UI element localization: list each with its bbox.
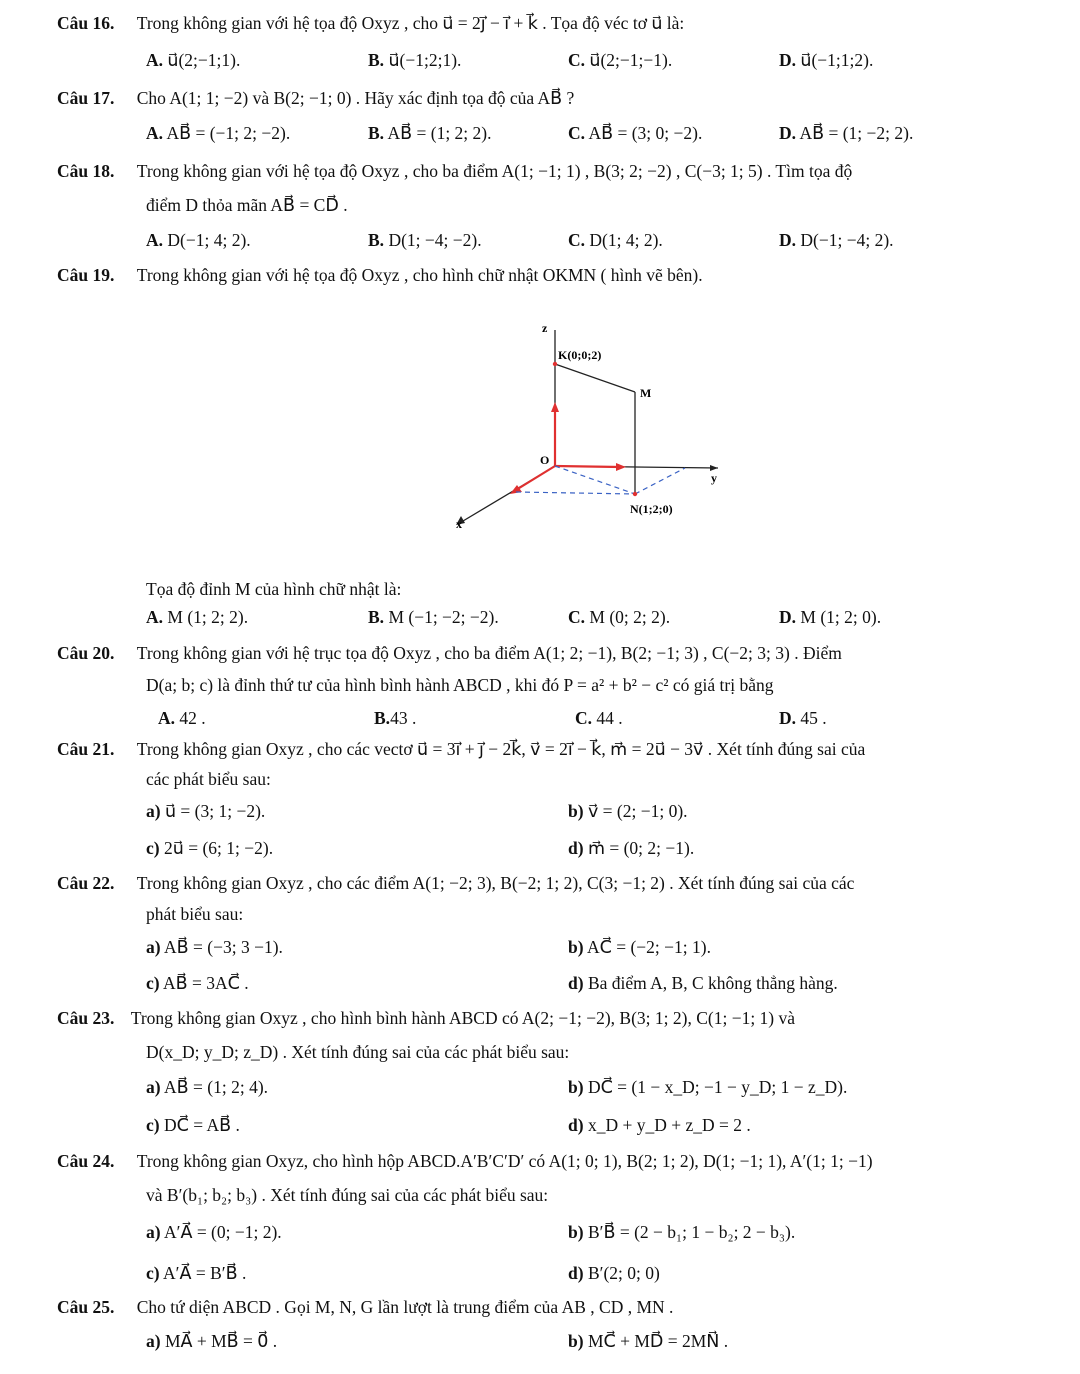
option-b[interactable] bbox=[374, 707, 416, 729]
option-text: u⃗(2;−1;1). bbox=[167, 50, 241, 70]
option-text: AB⃗ = (−1; 2; −2). bbox=[166, 123, 291, 143]
option-a[interactable] bbox=[146, 122, 290, 144]
statement-text: x_D + y_D + z_D = 2 . bbox=[587, 1115, 751, 1135]
question-text: Trong không gian Oxyz, cho hình hộp ABCD.A′B′C′D′ có A(1; 0; 1), B(2; 1; 2), D(1; −1; 1), A′(1; 1; −1) bbox=[136, 1151, 873, 1171]
question-23 bbox=[57, 1007, 795, 1029]
z-label: z bbox=[542, 321, 548, 335]
option-b[interactable] bbox=[368, 606, 499, 628]
rectangle-okmn-figure bbox=[430, 318, 750, 548]
option-label: C. bbox=[568, 50, 586, 70]
statement-label: c) bbox=[146, 1263, 160, 1283]
question-text-continued: và B′(b₁; b₂; b₃) . Xét tính đúng sai của các phát biểu sau: bbox=[146, 1185, 549, 1205]
option-a[interactable] bbox=[146, 606, 248, 628]
question-text: Trong không gian với hệ trục tọa độ Oxyz , cho ba điểm A(1; 2; −1), B(2; −1; 3) , C(−2; 3; 3) . Điểm bbox=[136, 643, 842, 663]
dashed-y-projection bbox=[635, 468, 685, 494]
question-21 bbox=[57, 738, 865, 760]
statement-a[interactable] bbox=[146, 1076, 268, 1098]
question-number: Câu 21. bbox=[57, 739, 115, 759]
statement-text: v⃗ = (2; −1; 0). bbox=[587, 801, 688, 821]
statement-b[interactable] bbox=[568, 1221, 795, 1243]
option-b[interactable] bbox=[368, 229, 482, 251]
statement-text: DC⃗ = AB⃗ . bbox=[163, 1115, 240, 1135]
option-d[interactable] bbox=[779, 606, 881, 628]
option-label: D. bbox=[779, 607, 797, 627]
statement-c[interactable] bbox=[146, 972, 249, 994]
option-b[interactable] bbox=[368, 49, 461, 71]
question-number: Câu 25. bbox=[57, 1297, 115, 1317]
statement-label: b) bbox=[568, 1077, 584, 1097]
option-text: u⃗(−1;1;2). bbox=[800, 50, 874, 70]
option-c[interactable] bbox=[568, 229, 663, 251]
option-label: D. bbox=[779, 50, 797, 70]
option-text: 42 . bbox=[179, 708, 206, 728]
option-text: 45 . bbox=[800, 708, 827, 728]
option-label: B. bbox=[368, 607, 385, 627]
option-text: AB⃗ = (3; 0; −2). bbox=[588, 123, 703, 143]
question-number: Câu 19. bbox=[57, 265, 115, 285]
statement-label: b) bbox=[568, 1331, 584, 1351]
question-18 bbox=[57, 160, 852, 182]
statement-label: a) bbox=[146, 1222, 161, 1242]
statement-text: Ba điểm A, B, C không thẳng hàng. bbox=[587, 973, 838, 993]
statement-label: c) bbox=[146, 838, 160, 858]
option-d[interactable] bbox=[779, 122, 913, 144]
statement-label: d) bbox=[568, 1115, 584, 1135]
option-label: B. bbox=[368, 50, 385, 70]
question-text: Trong không gian Oxyz , cho hình bình hành ABCD có A(2; −1; −2), B(3; 1; 2), C(1; −1; 1) và bbox=[130, 1008, 796, 1028]
option-text: M (−1; −2; −2). bbox=[388, 607, 499, 627]
statement-d[interactable] bbox=[568, 1262, 660, 1284]
option-c[interactable] bbox=[568, 49, 672, 71]
option-text: AB⃗ = (1; −2; 2). bbox=[799, 123, 914, 143]
option-text: u⃗(2;−1;−1). bbox=[589, 50, 673, 70]
statement-label: b) bbox=[568, 937, 584, 957]
statement-text: MA⃗ + MB⃗ = 0⃗ . bbox=[164, 1331, 278, 1351]
question-19 bbox=[57, 264, 703, 286]
option-b[interactable] bbox=[368, 122, 492, 144]
statement-c[interactable] bbox=[146, 837, 273, 859]
statement-b[interactable] bbox=[568, 1330, 728, 1352]
option-text: D(−1; −4; 2). bbox=[800, 230, 894, 250]
statement-text: A′A⃗ = (0; −1; 2). bbox=[164, 1222, 282, 1242]
option-label: B. bbox=[368, 123, 385, 143]
statement-label: a) bbox=[146, 1331, 161, 1351]
question-20 bbox=[57, 642, 842, 664]
option-label: D. bbox=[779, 708, 797, 728]
point-k bbox=[553, 362, 557, 366]
option-label: D. bbox=[779, 230, 797, 250]
statement-b[interactable] bbox=[568, 1076, 847, 1098]
statement-a[interactable] bbox=[146, 1330, 277, 1352]
question-text: Cho tứ diện ABCD . Gọi M, N, G lần lượt là trung điểm của AB , CD , MN . bbox=[136, 1297, 674, 1317]
j-vector bbox=[555, 466, 620, 467]
question-text-continued: D(x_D; y_D; z_D) . Xét tính đúng sai của các phát biểu sau: bbox=[146, 1042, 570, 1062]
statement-text: u⃗ = (3; 1; −2). bbox=[164, 801, 266, 821]
question-text-continued: Tọa độ đỉnh M của hình chữ nhật là: bbox=[146, 579, 402, 599]
option-c[interactable] bbox=[575, 707, 623, 729]
question-text: Trong không gian với hệ tọa độ Oxyz , cho hình chữ nhật OKMN ( hình vẽ bên). bbox=[136, 265, 703, 285]
statement-text: DC⃗ = (1 − x_D; −1 − y_D; 1 − z_D). bbox=[587, 1077, 848, 1097]
option-text: u⃗(−1;2;1). bbox=[388, 50, 462, 70]
n-label: N(1;2;0) bbox=[630, 502, 673, 516]
question-text: Cho A(1; 1; −2) và B(2; −1; 0) . Hãy xác định tọa độ của AB⃗ ? bbox=[136, 88, 575, 108]
statement-text: 2u⃗ = (6; 1; −2). bbox=[163, 838, 274, 858]
option-text: M (1; 2; 2). bbox=[167, 607, 249, 627]
option-label: C. bbox=[568, 123, 586, 143]
statement-label: d) bbox=[568, 973, 584, 993]
statement-text: B′(2; 0; 0) bbox=[587, 1263, 660, 1283]
y-label: y bbox=[711, 471, 717, 485]
statement-c[interactable] bbox=[146, 1114, 240, 1136]
option-d[interactable] bbox=[779, 49, 873, 71]
question-text-continued: điểm D thỏa mãn AB⃗ = CD⃗ . bbox=[146, 195, 348, 215]
statement-d[interactable] bbox=[568, 837, 694, 859]
statement-label: a) bbox=[146, 801, 161, 821]
statement-label: c) bbox=[146, 1115, 160, 1135]
statement-text: MC⃗ + MD⃗ = 2MN⃗ . bbox=[587, 1331, 729, 1351]
option-text: D(1; 4; 2). bbox=[589, 230, 663, 250]
statement-label: d) bbox=[568, 838, 584, 858]
statement-label: b) bbox=[568, 1222, 584, 1242]
i-vector bbox=[516, 466, 555, 490]
x-label: x bbox=[456, 517, 462, 531]
option-a[interactable] bbox=[146, 229, 251, 251]
dashed-x-projection bbox=[516, 492, 635, 494]
statement-text: AB⃗ = (1; 2; 4). bbox=[164, 1077, 269, 1097]
statement-d[interactable] bbox=[568, 972, 838, 994]
m-label: M bbox=[640, 386, 652, 400]
edge-on bbox=[555, 466, 635, 494]
statement-text: AB⃗ = (−3; 3 −1). bbox=[164, 937, 283, 957]
option-text: D(−1; 4; 2). bbox=[167, 230, 251, 250]
question-text-continued: các phát biểu sau: bbox=[146, 769, 271, 789]
option-label: A. bbox=[146, 50, 164, 70]
statement-text: A′A⃗ = B′B⃗ . bbox=[163, 1263, 247, 1283]
question-number: Câu 24. bbox=[57, 1151, 115, 1171]
question-number: Câu 17. bbox=[57, 88, 115, 108]
question-text: Trong không gian Oxyz , cho các điểm A(1; −2; 3), B(−2; 1; 2), C(3; −1; 2) . Xét tính đúng sai của các bbox=[136, 873, 855, 893]
j-vector-arrowhead bbox=[616, 463, 626, 471]
statement-label: d) bbox=[568, 1263, 584, 1283]
option-text: 44 . bbox=[596, 708, 623, 728]
edge-km bbox=[555, 364, 635, 392]
question-text: Trong không gian với hệ tọa độ Oxyz , cho u⃗ = 2j⃗ − i⃗ + k⃗ . Tọa độ véc tơ u⃗ là: bbox=[136, 13, 685, 33]
option-a[interactable] bbox=[158, 707, 206, 729]
option-label: A. bbox=[146, 123, 164, 143]
question-16 bbox=[57, 12, 684, 34]
option-label: A. bbox=[146, 230, 164, 250]
option-text: AB⃗ = (1; 2; 2). bbox=[387, 123, 492, 143]
statement-text: B′B⃗ = (2 − b₁; 1 − b₂; 2 − b₃). bbox=[587, 1222, 796, 1242]
option-c[interactable] bbox=[568, 606, 670, 628]
statement-text: m⃗ = (0; 2; −1). bbox=[587, 838, 695, 858]
k-label: K(0;0;2) bbox=[558, 348, 602, 362]
option-label: C. bbox=[568, 607, 586, 627]
option-c[interactable] bbox=[568, 122, 702, 144]
statement-a[interactable] bbox=[146, 1221, 282, 1243]
option-label: D. bbox=[779, 123, 797, 143]
o-label: O bbox=[540, 453, 550, 467]
statement-b[interactable] bbox=[568, 800, 688, 822]
statement-label: b) bbox=[568, 801, 584, 821]
statement-label: a) bbox=[146, 1077, 161, 1097]
option-label: C. bbox=[568, 230, 586, 250]
question-number: Câu 16. bbox=[57, 13, 115, 33]
option-label: C. bbox=[575, 708, 593, 728]
question-text: Trong không gian Oxyz , cho các vectơ u⃗ = 3i⃗ + j⃗ − 2k⃗, v⃗ = 2i⃗ − k⃗, m⃗ = 2u⃗ − 3v⃗ . Xét tính đúng sai của bbox=[136, 739, 866, 759]
question-text-continued: phát biểu sau: bbox=[146, 904, 244, 924]
option-a[interactable] bbox=[146, 49, 240, 71]
question-text: Trong không gian với hệ tọa độ Oxyz , cho ba điểm A(1; −1; 1) , B(3; 2; −2) , C(−3; 1; 5) . Tìm tọa độ bbox=[136, 161, 853, 181]
statement-text: AB⃗ = 3AC⃗ . bbox=[163, 973, 249, 993]
question-17 bbox=[57, 87, 574, 109]
question-24 bbox=[57, 1150, 873, 1172]
question-number: Câu 23. bbox=[57, 1008, 115, 1028]
statement-a[interactable] bbox=[146, 936, 283, 958]
question-text-continued: D(a; b; c) là đỉnh thứ tư của hình bình hành ABCD , khi đó P = a² + b² − c² có giá trị bằng bbox=[146, 675, 774, 695]
option-text: M (1; 2; 0). bbox=[800, 607, 882, 627]
question-number: Câu 22. bbox=[57, 873, 115, 893]
option-text: D(1; −4; −2). bbox=[388, 230, 482, 250]
statement-c[interactable] bbox=[146, 1262, 246, 1284]
option-text: 43 . bbox=[390, 708, 417, 728]
option-d[interactable] bbox=[779, 707, 827, 729]
question-22 bbox=[57, 872, 854, 894]
statement-label: c) bbox=[146, 973, 160, 993]
option-d[interactable] bbox=[779, 229, 894, 251]
k-vector-arrowhead bbox=[551, 402, 559, 412]
point-n bbox=[633, 492, 637, 496]
option-label: A. bbox=[158, 708, 176, 728]
statement-text: AC⃗ = (−2; −1; 1). bbox=[586, 937, 711, 957]
statement-b[interactable] bbox=[568, 936, 711, 958]
statement-label: a) bbox=[146, 937, 161, 957]
option-text: M (0; 2; 2). bbox=[589, 607, 671, 627]
option-label: B. bbox=[374, 708, 391, 728]
question-number: Câu 18. bbox=[57, 161, 115, 181]
option-label: B. bbox=[368, 230, 385, 250]
option-label: A. bbox=[146, 607, 164, 627]
question-number: Câu 20. bbox=[57, 643, 115, 663]
statement-a[interactable] bbox=[146, 800, 265, 822]
question-25 bbox=[57, 1296, 673, 1318]
statement-d[interactable] bbox=[568, 1114, 751, 1136]
